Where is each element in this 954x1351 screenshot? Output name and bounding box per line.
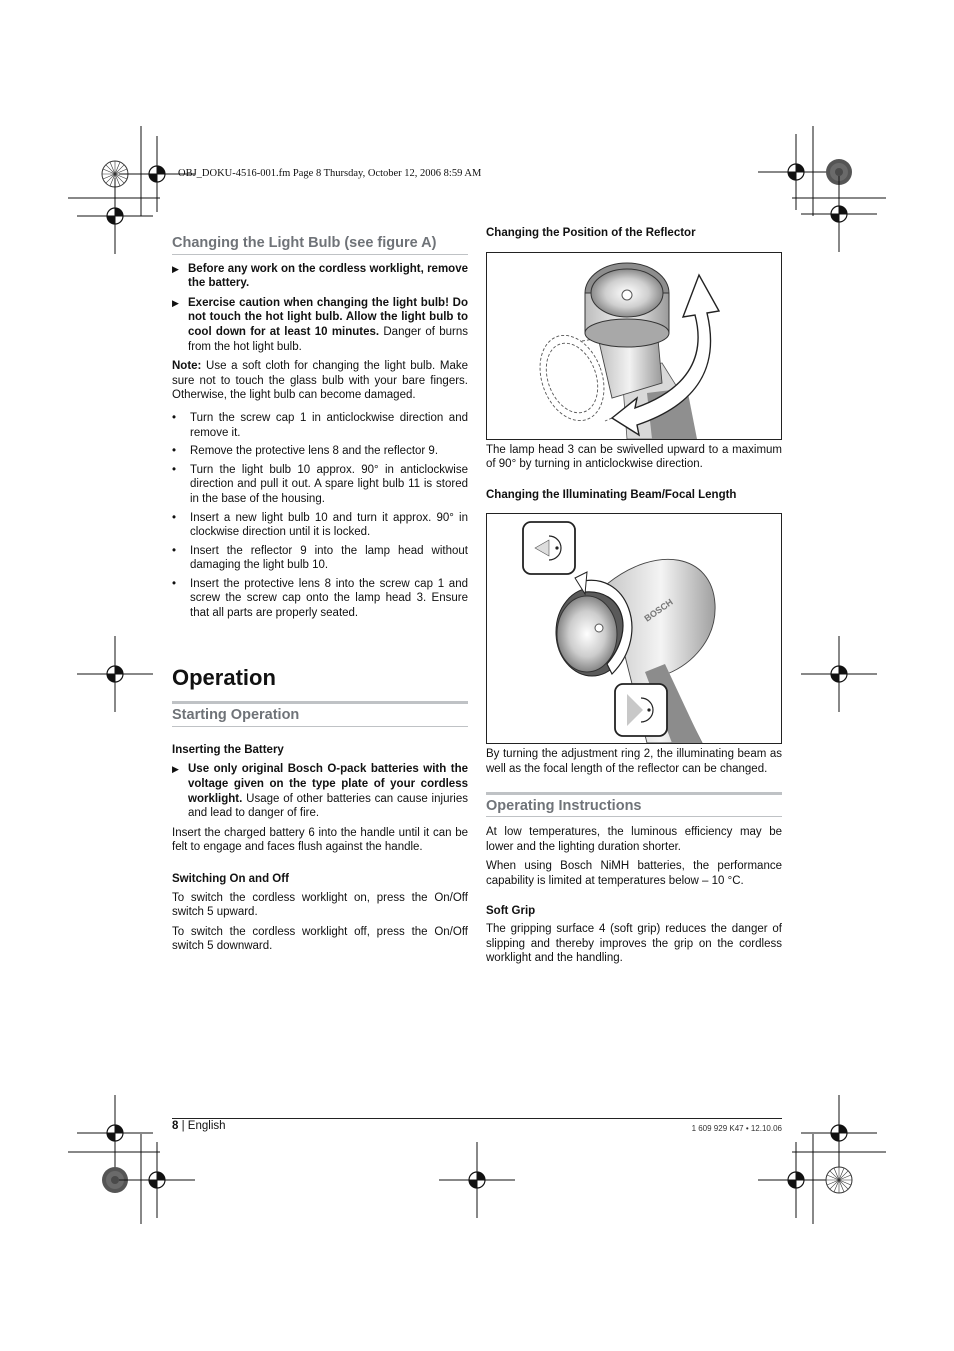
list-item: • Remove the protective lens 8 and the reflector 9.	[172, 445, 439, 458]
step-text: Insert the reflector 9 into the lamp head without damaging the light bulb 10.	[190, 544, 468, 572]
reflector-caption: The lamp head 3 can be swivelled upward to a maximum of 90° by turning in anticlockwise direction.	[486, 443, 782, 471]
worklight-focus-illustration	[487, 514, 781, 743]
switch-off-text: To switch the cordless worklight off, press the On/Off switch 5 downward.	[172, 925, 468, 953]
warning-text-rest: Danger of burns from the hot light bulb.	[188, 325, 468, 353]
warning-triangle-icon: ▶	[172, 297, 179, 308]
step-text: Turn the screw cap 1 in anticlockwise direction and remove it.	[190, 411, 468, 439]
section-title-operating-instructions: Operating Instructions	[486, 792, 782, 818]
section-title-starting-operation: Starting Operation	[172, 701, 468, 727]
heading-switching: Switching On and Off	[172, 873, 289, 885]
page-header: OBJ_DOKU-4516-001.fm Page 8 Thursday, October 12, 2006 8:59 AM	[178, 168, 482, 179]
insert-battery-text: Insert the charged battery 6 into the handle until it can be felt to engage and faces flush against the handle.	[172, 826, 468, 854]
warning-remove-battery	[172, 262, 468, 291]
warning-text: Before any work on the cordless worklight, remove the battery.	[188, 262, 468, 290]
figure-reflector-position	[486, 252, 782, 440]
step-text: Insert a new light bulb 10 and turn it approx. 90° in clockwise direction until it is locked.	[190, 511, 468, 539]
beam-caption: By turning the adjustment ring 2, the illuminating beam as well as the focal length of the reflector can be changed.	[486, 748, 782, 775]
heading-reflector-position: Changing the Position of the Reflector	[486, 227, 696, 239]
instruction-text: At low temperatures, the luminous efficiency may be lower and the lighting duration shorter.	[486, 826, 782, 853]
warning-triangle-icon: ▶	[172, 263, 179, 274]
footer-language: English	[187, 1120, 226, 1132]
left-column	[172, 232, 468, 959]
footer-rule	[172, 1118, 782, 1119]
heading-inserting-battery: Inserting the Battery	[172, 743, 284, 756]
footer-code: 1 609 929 K47 • 12.10.06	[691, 1124, 782, 1133]
brand-label: BOSCH	[642, 597, 675, 625]
warning-text-bold: Exercise caution when changing the light bulb! Do not touch the hot light bulb. Allow the light bulb to cool down for at least 10 minutes.	[188, 296, 468, 338]
step-text: Turn the light bulb 10 approx. 90° in anticlockwise direction and pull it out. A spare light bulb 11 is stored in the base of the housing.	[190, 463, 468, 505]
page-number: 8	[172, 1120, 179, 1132]
figure-illuminating-beam	[486, 513, 782, 744]
step-text: Insert the protective lens 8 into the screw cap 1 and screw the screw cap onto the lamp head 3. Ensure that all parts are properly seated.	[190, 577, 468, 620]
instruction-text: When using Bosch NiMH batteries, the performance capability is limited at temperatures below – 10 °C.	[486, 860, 782, 887]
list-item: • Turn the light bulb 10 approx. 90° in anticlockwise direction and pull it out. A spare light bulb 11 is stored in the base of the housing.	[172, 463, 468, 505]
warning-hot-bulb	[172, 296, 468, 354]
step-text: Remove the protective lens 8 and the reflector 9.	[190, 445, 439, 458]
warning-text-bold: Use only original Bosch O-pack batteries with the voltage given on the type plate of your cordless worklight.	[188, 763, 468, 805]
note-paragraph	[172, 359, 468, 403]
note-label: Note:	[172, 360, 202, 373]
heading-soft-grip: Soft Grip	[486, 904, 536, 917]
note-text: Use a soft cloth for changing the light bulb. Make sure not to touch the glass bulb with your bare fingers. Otherwise, the light bulb can become damaged.	[172, 360, 468, 402]
warning-triangle-icon: ▶	[172, 764, 179, 775]
warning-original-batteries	[172, 762, 468, 820]
right-column	[486, 226, 782, 971]
section-title-light-bulb: Changing the Light Bulb (see figure A)	[172, 232, 468, 255]
list-item: • Insert the protective lens 8 into the screw cap 1 and screw the screw cap onto the lamp head 3. Ensure that all parts are properly seated.	[172, 577, 468, 620]
list-item: • Insert a new light bulb 10 and turn it approx. 90° in clockwise direction until it is locked.	[172, 511, 468, 539]
heading-illuminating-beam: Changing the Illuminating Beam/Focal Length	[486, 488, 737, 501]
switch-on-text: To switch the cordless worklight on, press the On/Off switch 5 upward.	[172, 891, 468, 919]
soft-grip-text: The gripping surface 4 (soft grip) reduces the danger of slipping and thereby improves the grip on the cordless worklight and the handling.	[486, 923, 782, 965]
warning-text-rest: Usage of other batteries can cause injuries and lead to danger of fire.	[188, 792, 468, 820]
list-item: • Turn the screw cap 1 in anticlockwise direction and remove it.	[172, 411, 468, 439]
footer-left: 8 | English	[172, 1120, 226, 1132]
worklight-swivel-illustration	[487, 253, 781, 439]
list-item: • Insert the reflector 9 into the lamp head without damaging the light bulb 10.	[172, 544, 468, 572]
page-title-operation: Operation	[172, 664, 276, 690]
